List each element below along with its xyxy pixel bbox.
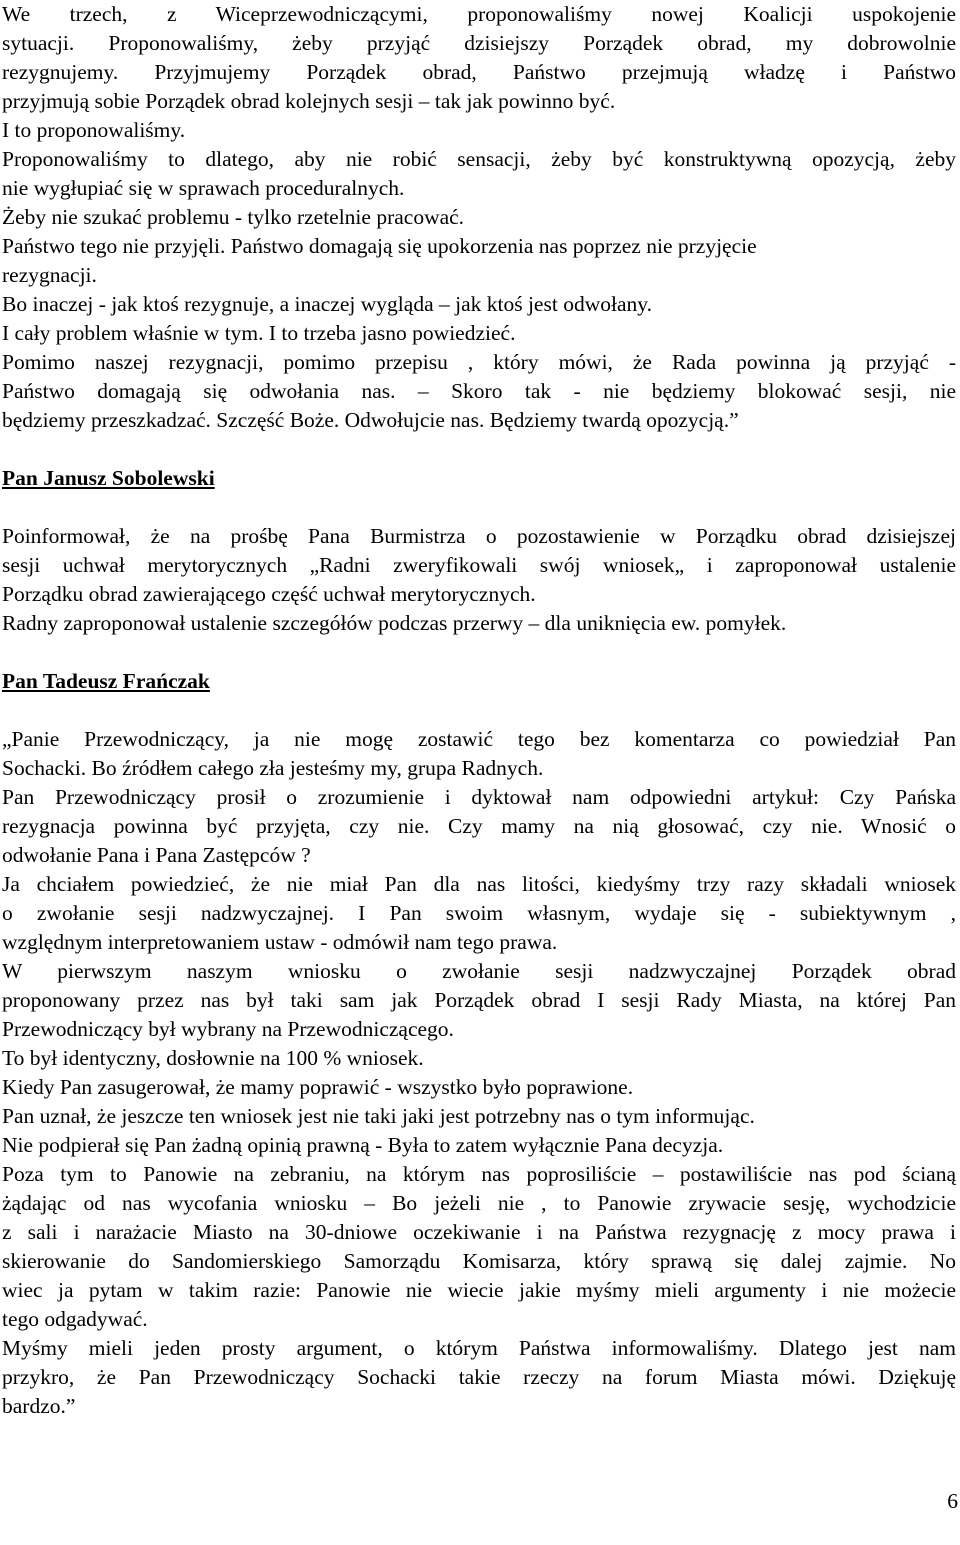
text-line: rezygnacja powinna być przyjęta, czy nie. Czy mamy na nią głosować, czy nie. Wnosić o — [2, 814, 956, 838]
text-line: Kiedy Pan zasugerował, że mamy poprawić - wszystko było poprawione. — [2, 1075, 634, 1099]
text-line: Pomimo naszej rezygnacji, pomimo przepisu , który mówi, że Rada powinna ją przyjąć - — [2, 350, 956, 374]
text-line: sytuacji. Proponowaliśmy, żeby przyjąć dzisiejszy Porządek obrad, my dobrowolnie — [2, 31, 956, 55]
text-line: We trzech, z Wiceprzewodniczącymi, proponowaliśmy nowej Koalicji uspokojenie — [2, 2, 956, 26]
text-line: I to proponowaliśmy. — [2, 118, 186, 142]
text-line: żądając od nas wycofania wniosku – Bo jeżeli nie , to Panowie zrywacie sesję, wychodzicie — [2, 1191, 956, 1215]
text-line: proponowany przez nas był taki sam jak Porządek obrad I sesji Rady Miasta, na której Pan — [2, 988, 956, 1012]
text-line: Ja chciałem powiedzieć, że nie miał Pan dla nas litości, kiedyśmy trzy razy składali wniosek — [2, 872, 956, 896]
text-line: Bo inaczej - jak ktoś rezygnuje, a inaczej wygląda – jak ktoś jest odwołany. — [2, 292, 652, 316]
text-line: odwołanie Pana i Pana Zastępców ? — [2, 843, 311, 867]
text-line: Państwo domagają się odwołania nas. – Skoro tak - nie będziemy blokować sesji, nie — [2, 379, 956, 403]
text-line: skierowanie do Sandomierskiego Samorządu Komisarza, który sprawą się dalej zajmie. No — [2, 1249, 956, 1273]
text-line: przykro, że Pan Przewodniczący Sochacki takie rzeczy na forum Miasta mówi. Dziękuję — [2, 1365, 956, 1389]
text-line: tego odgadywać. — [2, 1307, 148, 1331]
text-line: To był identyczny, dosłownie na 100 % wniosek. — [2, 1046, 424, 1070]
text-line: nie wygłupiać się w sprawach proceduralnych. — [2, 176, 405, 200]
speaker-heading: Pan Tadeusz Frańczak — [2, 669, 210, 693]
text-line: sesji uchwał merytorycznych „Radni zweryfikowali swój wniosek„ i zaproponował ustalenie — [2, 553, 956, 577]
text-line: wiec ja pytam w takim razie: Panowie nie wiecie jakie myśmy mieli argumenty i nie możecie — [2, 1278, 956, 1302]
blank-line — [2, 696, 956, 725]
text-line: Żeby nie szukać problemu - tylko rzetelnie pracować. — [2, 205, 465, 229]
speaker-heading: Pan Janusz Sobolewski — [2, 466, 215, 490]
text-line: Porządku obrad zawierającego część uchwał merytorycznych. — [2, 582, 536, 606]
text-line: Przewodniczący był wybrany na Przewodniczącego. — [2, 1017, 454, 1041]
text-line: Pan Przewodniczący prosił o zrozumienie i dyktował nam odpowiedni artykuł: Czy Pańska — [2, 785, 956, 809]
text-line: rezygnujemy. Przyjmujemy Porządek obrad, Państwo przejmują władzę i Państwo — [2, 60, 956, 84]
text-line: Poinformował, że na prośbę Pana Burmistrza o pozostawienie w Porządku obrad dzisiejszej — [2, 524, 956, 548]
blank-line — [2, 435, 956, 464]
text-line: I cały problem właśnie w tym. I to trzeba jasno powiedzieć. — [2, 321, 516, 345]
text-line: Państwo tego nie przyjęli. Państwo domagają się upokorzenia nas poprzez nie przyjęcie — [2, 234, 757, 258]
text-line: względnym interpretowaniem ustaw - odmówił nam tego prawa. — [2, 930, 558, 954]
text-line: będziemy przeszkadzać. Szczęść Boże. Odwołujcie nas. Będziemy twardą opozycją.” — [2, 408, 739, 432]
blank-line — [2, 638, 956, 667]
text-line: przyjmują sobie Porządek obrad kolejnych sesji – tak jak powinno być. — [2, 89, 616, 113]
text-line: Pan uznał, że jeszcze ten wniosek jest nie taki jaki jest potrzebny nas o tym informując. — [2, 1104, 755, 1128]
text-line: Sochacki. Bo źródłem całego zła jesteśmy my, grupa Radnych. — [2, 756, 544, 780]
text-line: rezygnacji. — [2, 263, 97, 287]
text-line: Nie podpierał się Pan żadną opinią prawną - Była to zatem wyłącznie Pana decyzja. — [2, 1133, 724, 1157]
blank-line — [2, 493, 956, 522]
text-line: o zwołanie sesji nadzwyczajnej. I Pan swoim własnym, wydaje się - subiektywnym , — [2, 901, 956, 925]
text-line: Radny zaproponował ustalenie szczegółów podczas przerwy – dla uniknięcia ew. pomyłek. — [2, 611, 787, 635]
text-line: z sali i narażacie Miasto na 30-dniowe oczekiwanie i na Państwa rezygnację z mocy prawa i — [2, 1220, 956, 1244]
text-line: bardzo.” — [2, 1394, 76, 1418]
page-number: 6 — [947, 1489, 958, 1513]
text-line: Poza tym to Panowie na zebraniu, na którym nas poprosiliście – postawiliście nas pod ścianą — [2, 1162, 956, 1186]
text-line: „Panie Przewodniczący, ja nie mogę zostawić tego bez komentarza co powiedział Pan — [2, 727, 956, 751]
text-line: Myśmy mieli jeden prosty argument, o którym Państwa informowaliśmy. Dlatego jest nam — [2, 1336, 956, 1360]
text-line: Proponowaliśmy to dlatego, aby nie robić sensacji, żeby być konstruktywną opozycją, żeby — [2, 147, 956, 171]
text-line: W pierwszym naszym wniosku o zwołanie sesji nadzwyczajnej Porządek obrad — [2, 959, 956, 983]
